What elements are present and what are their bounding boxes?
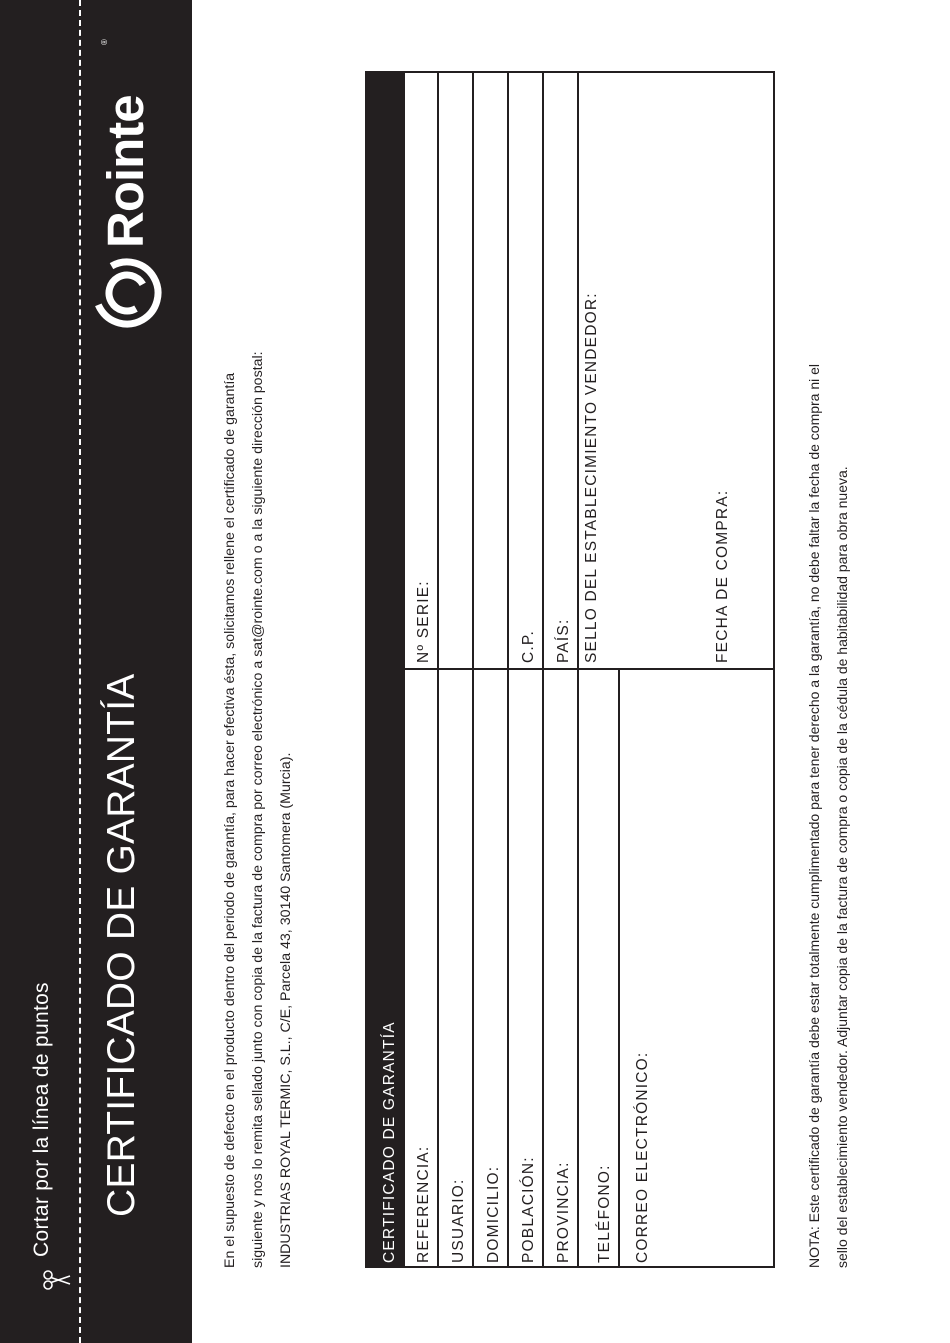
field-correo[interactable]	[618, 670, 775, 1268]
registered-mark: ®	[100, 39, 109, 45]
label-provincia: PROVINCIA:	[555, 1161, 572, 1263]
label-correo: CORREO ELECTRÓNICO:	[634, 1051, 651, 1263]
scissors-icon	[42, 1269, 72, 1291]
field-pais[interactable]	[542, 71, 577, 668]
field-cp[interactable]	[507, 71, 542, 668]
note-text-line: sello del establecimiento vendedor. Adjuntar copia de la factura de compra o copia de la cédula de habitabilidad para obra nueva.	[834, 466, 850, 1268]
field-domicilio[interactable]	[472, 71, 507, 1268]
field-provincia[interactable]	[542, 670, 577, 1268]
label-cp: C.P.	[520, 630, 537, 663]
field-sello[interactable]	[577, 71, 775, 668]
label-usuario: USUARIO:	[450, 1178, 467, 1263]
field-telefono[interactable]	[577, 670, 618, 1268]
label-fecha: FECHA DE COMPRA:	[714, 489, 731, 663]
warranty-form	[365, 71, 775, 1268]
logo-wordmark: Rointe	[97, 95, 154, 248]
label-poblacion: POBLACIÓN:	[520, 1156, 537, 1263]
label-serie: Nº SERIE:	[415, 580, 432, 663]
label-pais: PAÍS:	[555, 618, 572, 663]
page-title: CERTIFICADO DE GARANTÍA	[100, 673, 143, 1217]
form-heading: CERTIFICADO DE GARANTÍA	[381, 1021, 398, 1263]
field-usuario[interactable]	[437, 71, 472, 1268]
intro-text-line: INDUSTRIAS ROYAL TERMIC, S.L., C/E, Parcela 43, 30140 Santomera (Murcia).	[278, 752, 294, 1268]
note-text-line: NOTA: Este certificado de garantía debe estar totalmente cumplimentado para tener derecho a la garantía, no debe faltar la fecha de compra ni el	[806, 363, 822, 1268]
cut-instruction: Cortar por la línea de puntos	[30, 982, 53, 1257]
label-sello: SELLO DEL ESTABLECIMIENTO VENDEDOR:	[583, 292, 600, 663]
label-referencia: REFERENCIA:	[415, 1145, 432, 1263]
intro-text-line: En el supuesto de defecto en el producto dentro del periodo de garantía, para hacer efectiva ésta, solicitamos rellene el certificado de garantía	[222, 372, 238, 1268]
brand-logo	[92, 0, 162, 328]
field-poblacion[interactable]	[507, 670, 542, 1268]
field-referencia[interactable]	[405, 670, 437, 1268]
rointe-logo-icon	[92, 258, 162, 328]
label-domicilio: DOMICILIO:	[485, 1165, 502, 1263]
intro-text-line: siguiente y nos lo remita sellado junto con copia de la factura de compra por correo electrónico a sat@rointe.com o a la siguiente dirección postal:	[250, 351, 266, 1268]
field-serie[interactable]	[405, 71, 437, 668]
label-telefono: TELÉFONO:	[596, 1164, 613, 1263]
